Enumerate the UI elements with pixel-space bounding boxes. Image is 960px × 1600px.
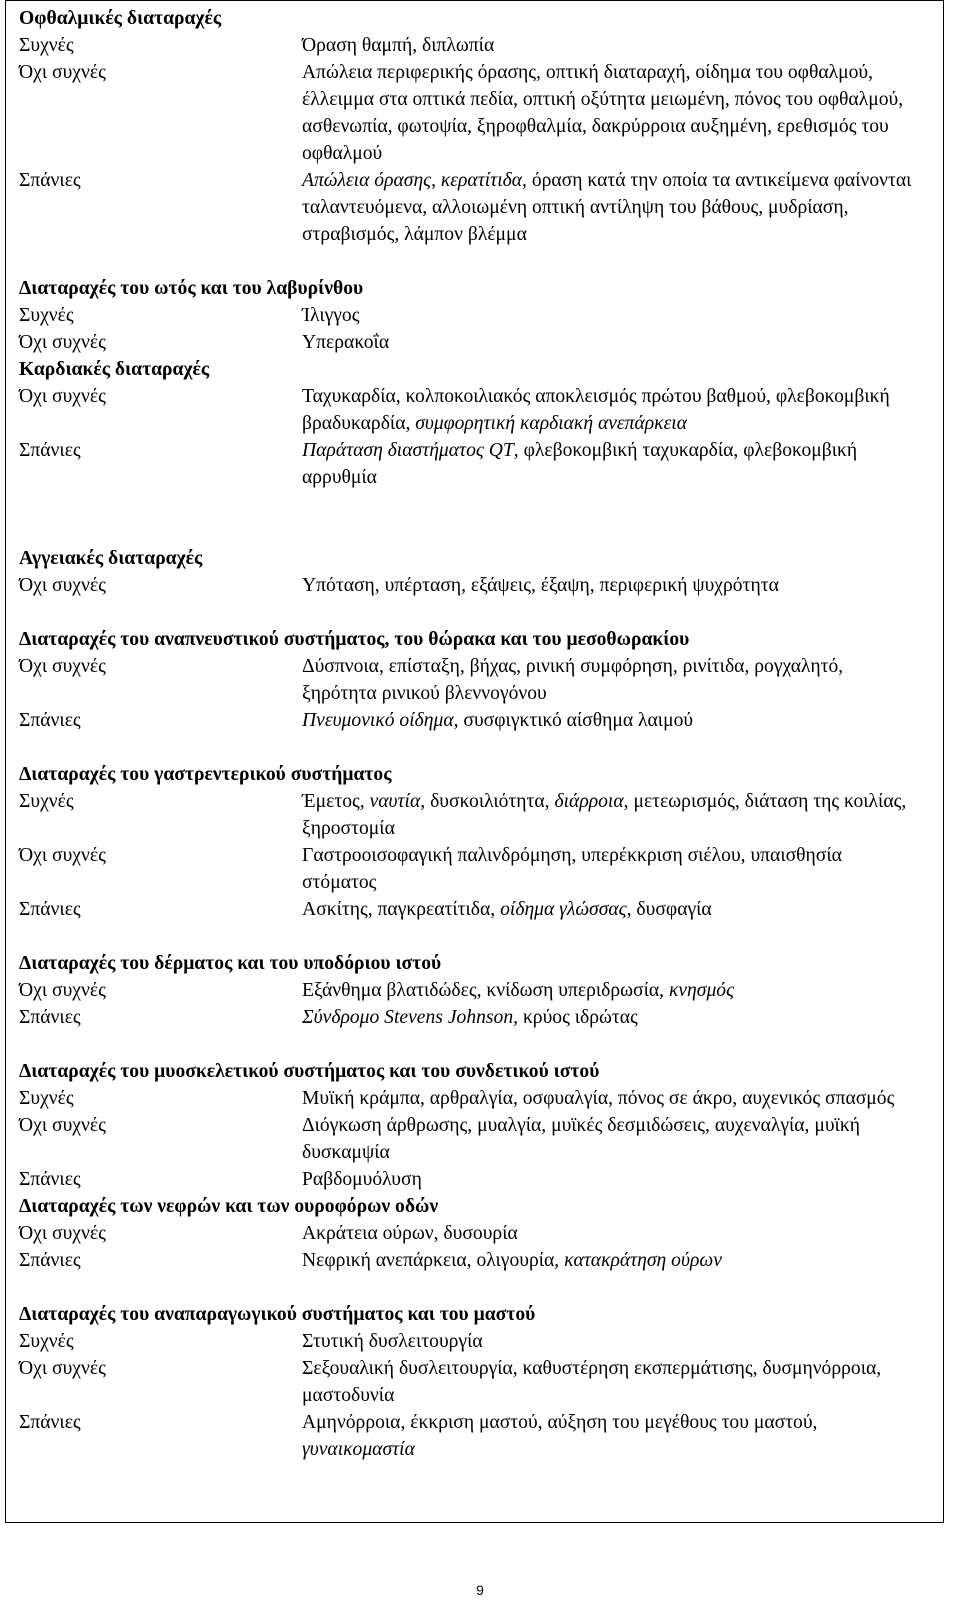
frequency-label: Όχι συχνές xyxy=(19,575,106,596)
reaction-text: , συσφιγκτικό αίσθημα λαιμού xyxy=(453,710,694,731)
spacer xyxy=(19,518,941,545)
section-heading: Διαταραχές του αναπαραγωγικού συστήματος και του μαστού xyxy=(19,1304,536,1325)
reaction-text: Γαστροοισοφαγική παλινδρόμηση, υπερέκκριση σιέλου, υπαισθησία στόματος xyxy=(302,845,842,893)
spacer xyxy=(19,599,941,626)
frequency-label: Όχι συχνές xyxy=(19,1358,106,1379)
frequency-row xyxy=(19,302,941,329)
section-heading: Διαταραχές του δέρματος και του υποδόριου ιστού xyxy=(19,953,442,974)
reaction-text: Πνευμονικό οίδημα xyxy=(302,710,454,731)
adverse-reactions-list xyxy=(19,5,941,1463)
frequency-row xyxy=(19,896,941,923)
frequency-label: Σπάνιες xyxy=(19,1007,81,1028)
reaction-description xyxy=(302,1166,914,1193)
section-heading: Διαταραχές του ωτός και του λαβυρίνθου xyxy=(19,278,364,299)
reaction-text: Σύνδρομο Stevens Johnson xyxy=(302,1007,514,1028)
reaction-text: Διόγκωση άρθρωσης, μυαλγία, μυϊκές δεσμιδώσεις, αυχεναλγία, μυϊκή δυσκαμψία xyxy=(302,1115,860,1163)
frequency-row xyxy=(19,1112,941,1166)
reaction-description xyxy=(302,572,914,599)
reaction-text: Ακράτεια ούρων, δυσουρία xyxy=(302,1223,518,1244)
frequency-label: Όχι συχνές xyxy=(19,656,106,677)
frequency-label: Σπάνιες xyxy=(19,440,81,461)
reaction-text: Νεφρική ανεπάρκεια, ολιγουρία, xyxy=(302,1250,565,1271)
reaction-description xyxy=(302,842,914,896)
reaction-text: Απώλεια όρασης, κερατίτιδα, xyxy=(302,170,527,191)
frequency-label: Όχι συχνές xyxy=(19,332,106,353)
frequency-label: Όχι συχνές xyxy=(19,980,106,1001)
frequency-row xyxy=(19,1085,941,1112)
reaction-description xyxy=(302,437,914,491)
reaction-text: όραση κατά την οποία τα αντικείμενα φαίνονται ταλαντευόμενα, αλλοιωμένη οπτική αντίληψη του βάθους, μυδρίαση, στραβισμός, λάμπον βλέμμα xyxy=(302,170,912,245)
reaction-text: ναυτία xyxy=(369,791,421,812)
frequency-row xyxy=(19,437,941,491)
frequency-label: Συχνές xyxy=(19,1331,74,1352)
reaction-text: συμφορητική καρδιακή ανεπάρκεια xyxy=(415,413,688,434)
reaction-description xyxy=(302,1004,914,1031)
reaction-text: Σεξουαλική δυσλειτουργία, καθυστέρηση εκσπερμάτισης, δυσμηνόρροια, μαστοδυνία xyxy=(302,1358,882,1406)
reaction-text: κνησμός xyxy=(668,980,735,1001)
spacer xyxy=(19,248,941,275)
frequency-row xyxy=(19,329,941,356)
reaction-text: Ίλιγγος xyxy=(302,305,360,326)
reaction-description xyxy=(302,32,914,59)
page-number: 9 xyxy=(476,1582,484,1598)
frequency-row xyxy=(19,1247,941,1274)
reaction-text: Παράταση διαστήματος QT xyxy=(302,440,514,461)
frequency-label: Σπάνιες xyxy=(19,1169,81,1190)
frequency-row xyxy=(19,1328,941,1355)
frequency-label: Σπάνιες xyxy=(19,710,81,731)
spacer xyxy=(19,923,941,950)
spacer xyxy=(19,1031,941,1058)
reaction-description xyxy=(302,383,914,437)
frequency-row xyxy=(19,572,941,599)
reaction-text: Υπόταση, υπέρταση, εξάψεις, έξαψη, περιφερική ψυχρότητα xyxy=(302,575,779,596)
reaction-text: Αμηνόρροια, έκκριση μαστού, αύξηση του μεγέθους του μαστού, xyxy=(302,1412,818,1433)
reaction-text: , δυσκοιλιότητα, xyxy=(420,791,555,812)
frequency-row xyxy=(19,653,941,707)
reaction-text: Στυτική δυσλειτουργία xyxy=(302,1331,483,1352)
reaction-text: Υπερακοΐα xyxy=(302,332,390,353)
frequency-row xyxy=(19,707,941,734)
reaction-text: Ταχυκαρδία, κολποκοιλιακός αποκλεισμός πρώτου βαθμού, φλεβοκομβική βραδυκαρδία, xyxy=(302,386,890,434)
frequency-row xyxy=(19,1220,941,1247)
reaction-text: οίδημα γλώσσας xyxy=(500,899,627,920)
spacer xyxy=(19,1274,941,1301)
spacer xyxy=(19,734,941,761)
reaction-text: Ασκίτης, παγκρεατίτιδα, xyxy=(302,899,501,920)
section-heading: Διαταραχές του μυοσκελετικού συστήματος και του συνδετικού ιστού xyxy=(19,1061,600,1082)
reaction-description xyxy=(302,977,914,1004)
frequency-label: Όχι συχνές xyxy=(19,62,106,83)
section-heading: Διαταραχές του γαστρεντερικού συστήματος xyxy=(19,764,392,785)
reaction-description xyxy=(302,1409,914,1463)
section-heading: Οφθαλμικές διαταραχές xyxy=(19,8,222,29)
reaction-text: Εξάνθημα βλατιδώδες, κνίδωση υπεριδρωσία, xyxy=(302,980,669,1001)
frequency-label: Σπάνιες xyxy=(19,1412,81,1433)
reaction-description xyxy=(302,1328,914,1355)
reaction-text: διάρροια xyxy=(554,791,624,812)
frequency-row xyxy=(19,383,941,437)
reaction-text: , κρύος ιδρώτας xyxy=(513,1007,638,1028)
section-heading: Καρδιακές διαταραχές xyxy=(19,359,210,380)
frequency-row xyxy=(19,788,941,842)
spacer xyxy=(19,491,941,518)
frequency-row xyxy=(19,977,941,1004)
section-heading: Διαταραχές των νεφρών και των ουροφόρων οδών xyxy=(19,1196,439,1217)
section-heading: Διαταραχές του αναπνευστικού συστήματος, του θώρακα και του μεσοθωρακίου xyxy=(19,629,690,650)
frequency-label: Σπάνιες xyxy=(19,1250,81,1271)
frequency-label: Συχνές xyxy=(19,791,74,812)
table-frame xyxy=(5,0,944,1523)
frequency-row xyxy=(19,167,941,248)
reaction-text: Έμετος, xyxy=(302,791,370,812)
reaction-description xyxy=(302,302,914,329)
reaction-text: , μετεωρισμός, διάταση της κοιλίας, ξηροστομία xyxy=(302,791,907,839)
frequency-label: Όχι συχνές xyxy=(19,386,106,407)
frequency-label: Συχνές xyxy=(19,305,74,326)
frequency-row xyxy=(19,59,941,167)
reaction-text: , φλεβοκομβική ταχυκαρδία, φλεβοκομβική αρρυθμία xyxy=(302,440,858,488)
reaction-text: Απώλεια περιφερικής όρασης, οπτική διαταραχή, οίδημα του οφθαλμού, έλλειμμα στα οπτικά πεδία, οπτική οξύτητα μειωμένη, πόνος του οφθαλμού, ασθενωπία, φωτοψία, ξηροφθαλμία, δακρύρροια αυξημένη, ερεθισμός του οφθαλμού xyxy=(302,62,904,164)
reaction-description xyxy=(302,1112,914,1166)
reaction-text: Δύσπνοια, επίσταξη, βήχας, ρινική συμφόρηση, ρινίτιδα, ρογχαλητό, ξηρότητα ρινικού βλεννογόνου xyxy=(302,656,844,704)
section-heading: Αγγειακές διαταραχές xyxy=(19,548,203,569)
reaction-text: Όραση θαμπή, διπλωπία xyxy=(302,35,495,56)
frequency-row xyxy=(19,1166,941,1193)
frequency-label: Σπάνιες xyxy=(19,899,81,920)
frequency-row xyxy=(19,32,941,59)
frequency-row xyxy=(19,1004,941,1031)
frequency-label: Όχι συχνές xyxy=(19,1115,106,1136)
frequency-row xyxy=(19,1409,941,1463)
reaction-description xyxy=(302,329,914,356)
reaction-description xyxy=(302,707,914,734)
reaction-description xyxy=(302,653,914,707)
frequency-label: Σπάνιες xyxy=(19,170,81,191)
reaction-description xyxy=(302,167,914,248)
reaction-text: Ραβδομυόλυση xyxy=(302,1169,422,1190)
reaction-text: κατακράτηση ούρων xyxy=(564,1250,722,1271)
frequency-label: Συχνές xyxy=(19,1088,74,1109)
reaction-description xyxy=(302,59,914,167)
reaction-text: , δυσφαγία xyxy=(626,899,712,920)
reaction-description xyxy=(302,1220,914,1247)
reaction-description xyxy=(302,788,914,842)
reaction-description xyxy=(302,1085,914,1112)
reaction-text: γυναικομαστία xyxy=(302,1439,415,1460)
frequency-label: Συχνές xyxy=(19,35,74,56)
frequency-row xyxy=(19,1355,941,1409)
reaction-description xyxy=(302,896,914,923)
frequency-row xyxy=(19,842,941,896)
frequency-label: Όχι συχνές xyxy=(19,1223,106,1244)
reaction-description xyxy=(302,1247,914,1274)
reaction-description xyxy=(302,1355,914,1409)
reaction-text: Μυϊκή κράμπα, αρθραλγία, οσφυαλγία, πόνος σε άκρο, αυχενικός σπασμός xyxy=(302,1088,895,1109)
frequency-label: Όχι συχνές xyxy=(19,845,106,866)
